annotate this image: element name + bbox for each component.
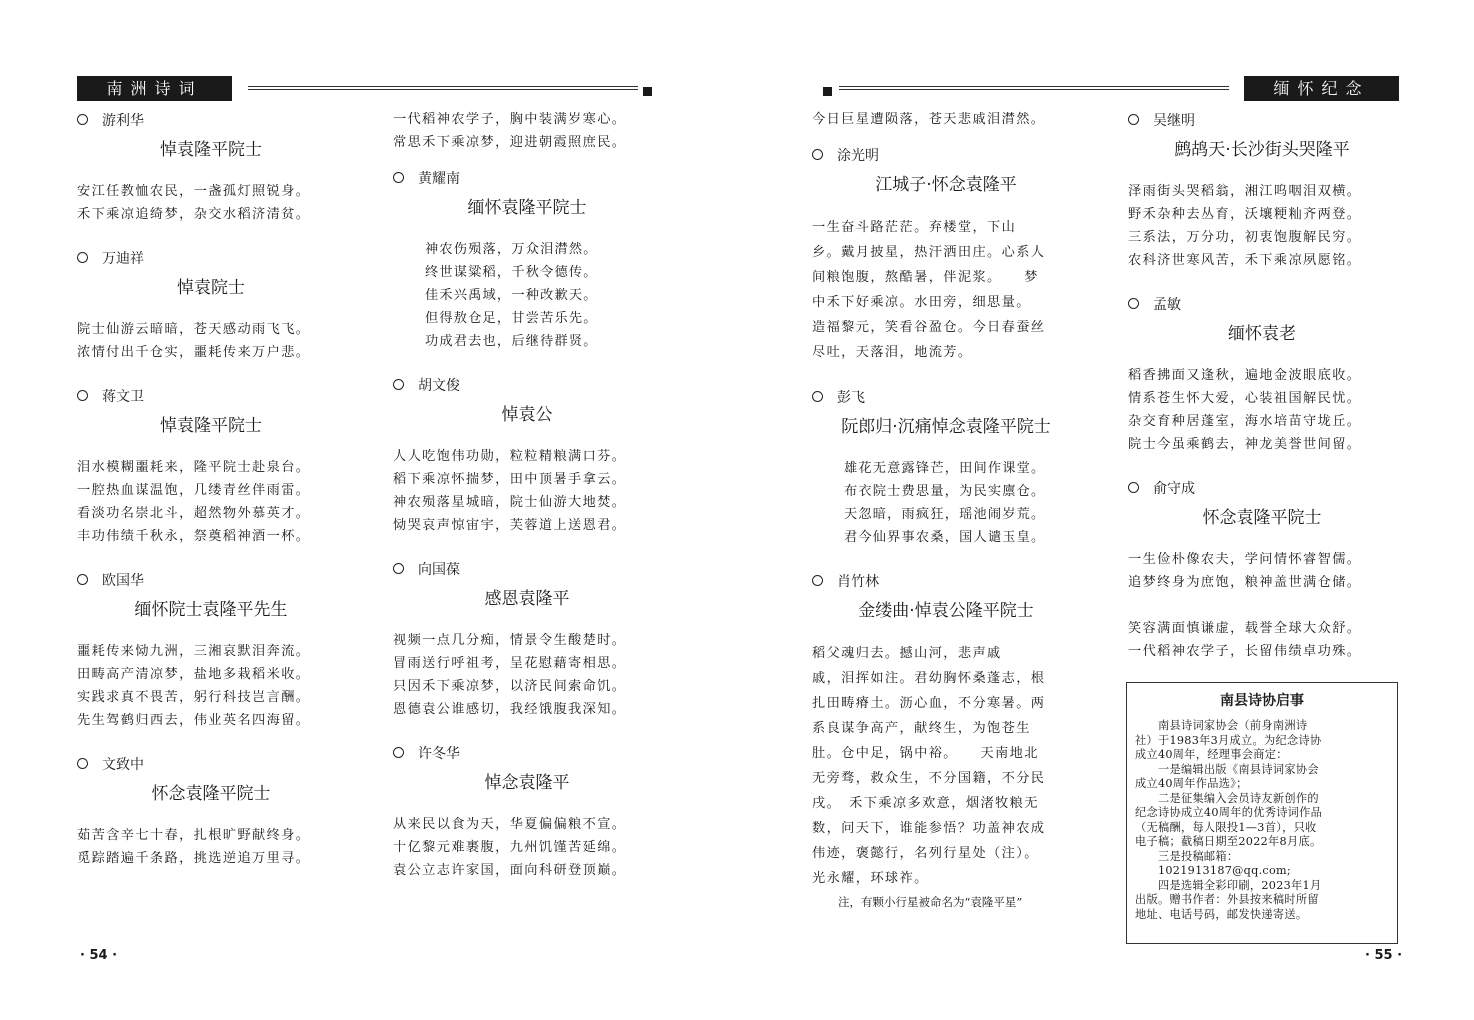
- poem-block: [812, 569, 1080, 913]
- poem-line: 笑容满面慎谦虚，载誉全球大众舒。: [1128, 621, 1362, 636]
- poem-line: 伟迹，褒懿行，名列行星处（注）。: [812, 846, 1039, 861]
- circle-bullet-icon: [77, 252, 88, 263]
- poem-block: [812, 143, 1080, 365]
- poem-block: [393, 557, 661, 721]
- section-header-tag: 缅怀纪念: [1244, 76, 1399, 101]
- poem-line: 觅踪踏遍千条路，挑选逆追万里寻。: [77, 851, 311, 866]
- page-number: · 55 ·: [1365, 948, 1403, 963]
- poem-author: [393, 166, 661, 192]
- section-header-tag: 南洲诗词: [77, 76, 232, 101]
- poem-line: 一腔热血谋温饱，几缕青丝伴雨雷。: [77, 483, 311, 498]
- poem-body: [393, 238, 661, 353]
- right-column-1: [812, 108, 1080, 933]
- author-name: 孟敏: [1153, 297, 1181, 313]
- right-column-2: [1128, 108, 1396, 683]
- author-name: 万迪祥: [102, 251, 144, 267]
- poem-line: 神农殒落星城暗，院士仙游大地焚。: [393, 495, 627, 510]
- poem-line: 丰功伟绩千秋永，祭奠稻神酒一杯。: [77, 529, 311, 544]
- left-column-2: [393, 108, 661, 902]
- poem-line: 农科济世寒风苦，禾下乘凉夙愿铭。: [1128, 253, 1362, 268]
- poem-line: 今日巨星遭陨落，苍天悲戚泪潸然。: [812, 112, 1046, 127]
- notice-line: 成立40周年作品选》；: [1135, 777, 1248, 790]
- notice-line: 成立40周年，经理事会商定：: [1135, 748, 1288, 761]
- poem-continuation: [812, 108, 1080, 131]
- poem-line: 院士今虽乘鹤去，神龙美誉世间留。: [1128, 437, 1362, 452]
- poem-title: 悼袁隆平院士: [160, 416, 262, 436]
- poem-block: [77, 568, 345, 732]
- poem-line: 佳禾兴禹域，一种改歉天。: [425, 288, 598, 303]
- poem-block: [77, 384, 345, 548]
- circle-bullet-icon: [77, 574, 88, 585]
- author-name: 黄耀南: [418, 171, 460, 187]
- poem-block: [77, 108, 345, 226]
- poem-line: 实践求真不畏苦，躬行科技岂言酬。: [77, 690, 311, 705]
- poem-line: 只因禾下乘凉梦，以济民间索命饥。: [393, 679, 627, 694]
- poem-line: 视频一点几分痴，情景令生酸楚时。: [393, 633, 627, 648]
- author-name: 俞守成: [1153, 481, 1195, 497]
- poem-line: 浓情付出千仓实，噩耗传来万户悲。: [77, 345, 311, 360]
- header-rule: [248, 86, 638, 94]
- poem-title: 悼袁公: [501, 405, 553, 425]
- notice-line: 出版。赠书作者：外县按来稿时所留: [1135, 893, 1319, 906]
- poem-body: [812, 457, 1080, 549]
- poem-line: 禾下乘凉追绮梦，杂交水稻济清贫。: [77, 207, 311, 222]
- notice-line: 南县诗词家协会（前身南洲诗: [1135, 719, 1308, 732]
- poem-block: [393, 166, 661, 353]
- poem-line: 恩德袁公谁感切，我经饿腹我深知。: [393, 702, 627, 717]
- poem-line: 田畴高产清凉梦，盐地多栽稻米收。: [77, 667, 311, 682]
- author-name: 欧国华: [102, 573, 144, 589]
- poem-footnote: 注，有颗小行星被命名为“袁隆平星”: [838, 895, 1023, 909]
- poem-line: 杂交育种居蓬室，海水培苗守垅丘。: [1128, 414, 1362, 429]
- poem-line: 袁公立志许家国，面向科研登顶巅。: [393, 863, 627, 878]
- poem-title: 悼袁隆平院士: [160, 140, 262, 160]
- poem-line: 人人吃饱伟功勋，粒粒精粮满口芬。: [393, 449, 627, 464]
- poem-line: 中禾下好乘凉。水田旁，细思量。: [812, 295, 1031, 310]
- poem-line: 从来民以食为天，华夏偏偏粮不宣。: [393, 817, 627, 832]
- circle-bullet-icon: [812, 575, 823, 586]
- author-name: 彭飞: [837, 390, 865, 406]
- notice-line: 二是征集编入会员诗友新创作的: [1135, 791, 1319, 805]
- notice-box: [1126, 682, 1398, 944]
- poem-author: [1128, 108, 1396, 134]
- poem-block: [1128, 292, 1396, 456]
- poem-title: 感恩袁隆平: [484, 589, 570, 609]
- poem-line: 稻父魂归去。撼山河，悲声戚: [812, 646, 1002, 661]
- notice-line: 1021913187@qq.com;: [1135, 864, 1291, 877]
- circle-bullet-icon: [393, 172, 404, 183]
- poem-line: 看淡功名崇北斗，超然物外慕英才。: [77, 506, 311, 521]
- poem-author: [1128, 292, 1396, 318]
- circle-bullet-icon: [77, 114, 88, 125]
- poem-author: [77, 752, 345, 778]
- poem-line: 间粮饱腹，熬酷暑，伴泥浆。 梦: [812, 270, 1039, 285]
- poem-title: 怀念袁隆平院士: [1202, 508, 1322, 528]
- left-column-1: [77, 108, 345, 890]
- circle-bullet-icon: [812, 149, 823, 160]
- header-square-icon: [643, 87, 652, 96]
- poem-author: [77, 568, 345, 594]
- author-name: 文致中: [102, 757, 144, 773]
- poem-continuation: [393, 108, 661, 154]
- notice-line: （无稿酬，每人限投1—3首），只收: [1135, 820, 1317, 834]
- poem-line: 尽吐，天落泪，地流芳。: [812, 345, 973, 360]
- poem-title: 金缕曲·悼袁公隆平院士: [858, 601, 1034, 621]
- right-page: [737, 0, 1474, 1020]
- poem-title: 阮郎归·沉痛悼念袁隆平院士: [841, 417, 1051, 437]
- poem-line: 扎田畴瘠土。沥心血，不分寒暑。两: [812, 696, 1046, 711]
- poem-block: [77, 752, 345, 870]
- poem-line: 噩耗传来恸九洲，三湘哀默泪奔流。: [77, 644, 311, 659]
- notice-body: [1135, 719, 1389, 922]
- poem-line: 泽雨街头哭稻翁，湘江呜咽泪双横。: [1128, 184, 1362, 199]
- poem-line: 布衣院士费思量，为民实廪仓。: [844, 484, 1046, 499]
- poem-line: 稻香拂面又逢秋，遍地金波眼底收。: [1128, 368, 1362, 383]
- poem-line: 情系苍生怀大爱，心装祖国解民忧。: [1128, 391, 1362, 406]
- poem-line: 十亿黎元难裹腹，九州饥馑苦延绵。: [393, 840, 627, 855]
- author-name: 向国葆: [418, 562, 460, 578]
- poem-line: 常思禾下乘凉梦，迎进朝霞照庶民。: [393, 135, 627, 150]
- poem-author: [77, 108, 345, 134]
- circle-bullet-icon: [393, 747, 404, 758]
- poem-title: 江城子·怀念袁隆平: [875, 175, 1017, 195]
- notice-title: 南县诗协启事: [1220, 693, 1304, 709]
- poem-line: 追梦终身为庶饱，粮神盖世满仓储。: [1128, 575, 1362, 590]
- poem-line: 造福黎元，笑看谷盈仓。今日春蚕丝: [812, 320, 1046, 335]
- notice-line: 社）于1983年3月成立。为纪念诗协: [1135, 733, 1322, 747]
- author-name: 许冬华: [418, 746, 460, 762]
- notice-line: 纪念诗协成立40周年的优秀诗词作品: [1135, 806, 1323, 819]
- author-name: 肖竹林: [837, 574, 879, 590]
- notice-line: 地址、电话号码，邮发快递寄送。: [1135, 907, 1308, 921]
- poem-title: 缅怀袁隆平院士: [467, 198, 587, 218]
- poem-line: 戌。 禾下乘凉多欢意，烟渚牧粮无: [812, 796, 1039, 811]
- page-number: · 54 ·: [80, 948, 118, 963]
- poem-line: 稻下乘凉怀揣梦，田中顶暑手拿云。: [393, 472, 627, 487]
- header-rule: [839, 86, 1229, 94]
- poem-line: 一生奋斗路茫茫。弃楼堂，下山: [812, 220, 1017, 235]
- circle-bullet-icon: [812, 391, 823, 402]
- poem-title: 悼袁院士: [177, 278, 245, 298]
- poem-author: [393, 373, 661, 399]
- poem-author: [1128, 476, 1396, 502]
- poem-author: [77, 384, 345, 410]
- poem-author: [393, 557, 661, 583]
- notice-line: 电子稿；截稿日期至2022年8月底。: [1135, 835, 1322, 848]
- poem-line: 无旁骛，救众生，不分国籍，不分民: [812, 771, 1046, 786]
- poem-title: 缅怀院士袁隆平先生: [134, 600, 288, 620]
- poem-block: [393, 373, 661, 537]
- poem-author: [812, 569, 1080, 595]
- circle-bullet-icon: [1128, 298, 1139, 309]
- poem-line: 一代稻神农学子，长留伟绩卓功殊。: [1128, 644, 1362, 659]
- author-name: 吴继明: [1153, 113, 1195, 129]
- poem-block: [1128, 476, 1396, 663]
- poem-line: 泪水模糊噩耗来，隆平院士赴泉台。: [77, 460, 311, 475]
- poem-line: 野禾杂种去丛育，沃壤粳籼齐两登。: [1128, 207, 1362, 222]
- poem-title: 鹧鸪天·长沙街头哭隆平: [1174, 140, 1350, 160]
- poem-title: 悼念袁隆平: [484, 773, 570, 793]
- poem-line: 冒雨送行呼祖考，呈花慰藉寄相思。: [393, 656, 627, 671]
- poem-line: 肚。仓中足，锅中裕。 天南地北: [812, 746, 1039, 761]
- poem-line: 三系法，万分功，初衷饱腹解民穷。: [1128, 230, 1362, 245]
- poem-author: [812, 143, 1080, 169]
- poem-line: 乡。戴月披星，热汗洒田庄。心系人: [812, 245, 1046, 260]
- poem-block: [393, 741, 661, 882]
- circle-bullet-icon: [1128, 482, 1139, 493]
- author-name: 胡文俊: [418, 378, 460, 394]
- circle-bullet-icon: [77, 758, 88, 769]
- poem-line: 茹苦含辛七十春，扎根旷野献终身。: [77, 828, 311, 843]
- poem-line: 终世谋粱稻，千秋令德传。: [425, 265, 598, 280]
- circle-bullet-icon: [1128, 114, 1139, 125]
- poem-line: 光永耀，环球祚。: [812, 871, 929, 886]
- poem-line: 戚，泪挥如注。君幼胸怀桑蓬志，根: [812, 671, 1046, 686]
- circle-bullet-icon: [77, 390, 88, 401]
- poem-line: 神农伤殒落，万众泪潸然。: [425, 242, 598, 257]
- poem-author: [393, 741, 661, 767]
- poem-line: 功成君去也，后继待群贤。: [425, 334, 598, 349]
- poem-title: 怀念袁隆平院士: [151, 784, 271, 804]
- poem-line: 先生驾鹤归西去，伟业英名四海留。: [77, 713, 311, 728]
- poem-line: 一代稻神农学子，胸中装满岁寒心。: [393, 112, 627, 127]
- poem-line: 君今仙界事农桑，国人谴玉皇。: [844, 530, 1046, 545]
- notice-line: 三是投稿邮箱：: [1135, 849, 1239, 863]
- poem-block: [77, 246, 345, 364]
- poem-line: 雄花无意露锋芒，田间作课堂。: [844, 461, 1046, 476]
- poem-line: 但得敖仓足，甘尝苦乐先。: [425, 311, 598, 326]
- poem-author: [812, 385, 1080, 411]
- poem-line: 一生俭朴像农夫，学问情怀睿智儒。: [1128, 552, 1362, 567]
- poem-line: 系良谋争高产，献终生，为饱苍生: [812, 721, 1031, 736]
- poem-line: 天忽暗，雨疯狂，瑶池闹岁荒。: [844, 507, 1046, 522]
- notice-line: 一是编辑出版《南县诗词家协会: [1135, 762, 1319, 776]
- stanza-break: [1128, 594, 1396, 617]
- author-name: 游利华: [102, 113, 144, 129]
- poem-author: [77, 246, 345, 272]
- poem-block: [1128, 108, 1396, 272]
- circle-bullet-icon: [393, 379, 404, 390]
- poem-line: 数，问天下，谁能参悟？功盖神农成: [812, 821, 1046, 836]
- header-square-icon: [823, 87, 832, 96]
- notice-line: 四是选辑全彩印刷，2023年1月: [1135, 878, 1322, 892]
- author-name: 涂光明: [837, 148, 879, 164]
- poem-block: [812, 385, 1080, 549]
- poem-line: 恸哭哀声惊宙宇，芙蓉道上送恩君。: [393, 518, 627, 533]
- author-name: 蒋文卫: [102, 389, 144, 405]
- circle-bullet-icon: [393, 563, 404, 574]
- poem-line: 安江任教恤农民，一盏孤灯照锐身。: [77, 184, 311, 199]
- poem-title: 缅怀袁老: [1228, 324, 1296, 344]
- poem-line: 院士仙游云暗暗，苍天感动雨飞飞。: [77, 322, 311, 337]
